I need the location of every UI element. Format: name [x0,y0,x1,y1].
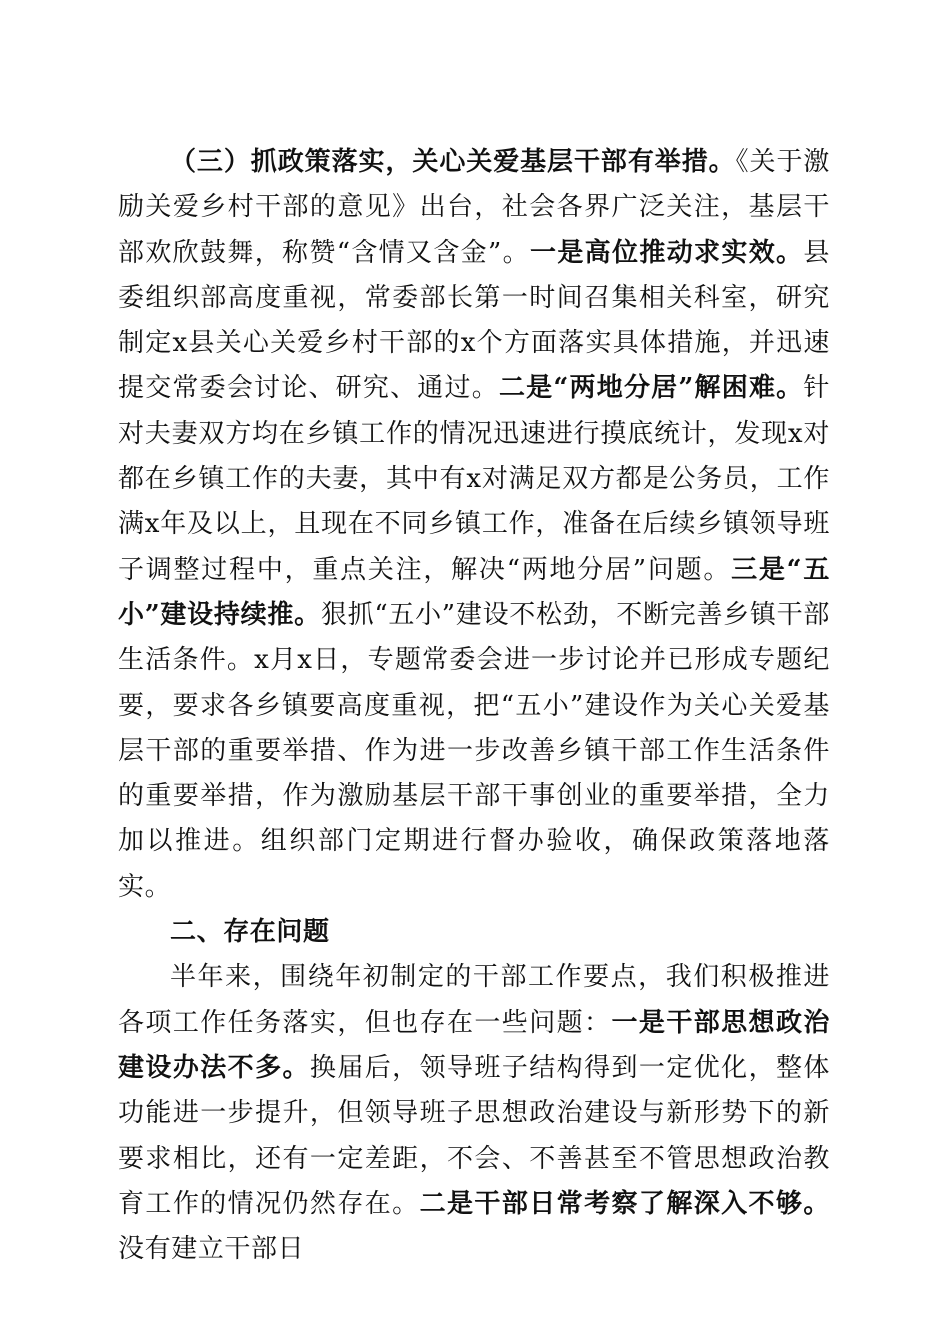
point-1-title: 一是高位推动求实效。 [530,237,804,268]
issue-1-title: 一是干部思想政治建设办法不多。 [118,1007,830,1083]
part-2-intro-text: 半年来，围绕年初制定的干部工作要点，我们积极推进各项工作任务落实，但也存在一些问题： [118,962,830,1038]
issue-1-text: 换届后，领导班子结构得到一定优化，整体功能进一步提升，但领导班子思想政治建设与新形势下的新要求相比，还有一定差距，不会、不善甚至不管思想政治教育工作的情况仍然存在。 [118,1052,831,1219]
part-2-paragraph [118,955,830,1272]
point-2-title: 二是“两地分居”解困难。 [498,373,804,404]
part-2-heading: 二、存在问题 [170,917,330,948]
issue-2-text: 没有建立干部日 [118,1234,305,1265]
section-3-intro-text: 《关于激励关爱乡村干部的意见》出台，社会各界广泛关注，基层干部欢欣鼓舞，称赞“含情又含金”。 [118,147,830,268]
section-3-heading: （三）抓政策落实，关心关爱基层干部有举措。 [170,147,736,177]
point-3-text: 狠抓“五小”建设不松劲，不断完善乡镇干部生活条件。x月x日，专题常委会进一步讨论并已形成专题纪要，要求各乡镇要高度重视，把“五小”建设作为关心关爱基层干部的重要举措、作为进一步改善乡镇干部工作生活条件的重要举措，作为激励基层干部干事创业的重要举措，全力加以推进。组织部门定期进行督办验收，确保政策落地落实。 [118,599,830,902]
section-3-paragraph [118,140,830,910]
point-3-title: 三是“五小”建设持续推。 [118,554,831,630]
point-2-text: 针对夫妻双方均在乡镇工作的情况迅速进行摸底统计，发现x对都在乡镇工作的夫妻，其中有x对满足双方都是公务员，工作满x年及以上，且现在不同乡镇工作，准备在后续乡镇领导班子调整过程中，重点关注，解决“两地分居”问题。 [118,373,830,585]
document-page [118,140,830,1272]
point-1-text: 县委组织部高度重视，常委部长第一时间召集相关科室，研究制定x县关心关爱乡村干部的x个方面落实具体措施，并迅速提交常委会讨论、研究、通过。 [118,237,830,404]
issue-2-title: 二是干部日常考察了解深入不够。 [419,1188,830,1219]
